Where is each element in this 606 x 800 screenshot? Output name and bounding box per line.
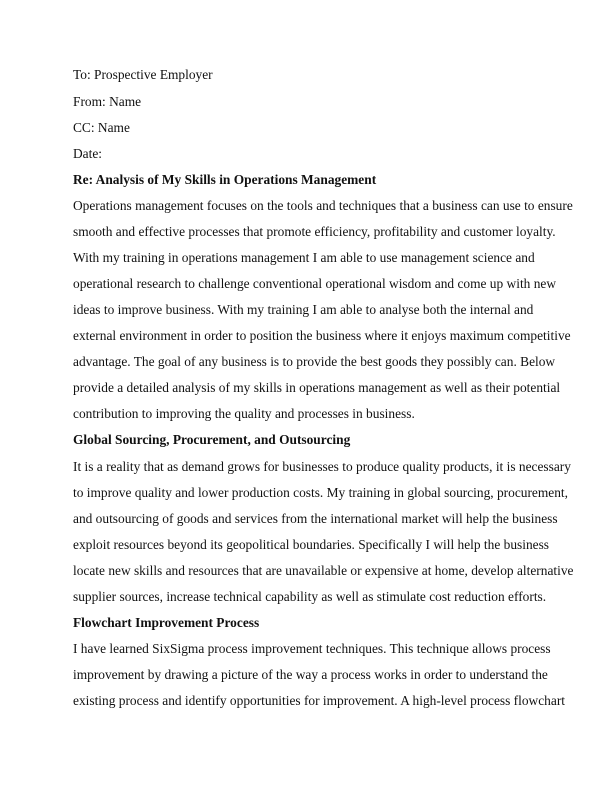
paragraph-line: With my training in operations management I am able to use management science and [73,250,535,265]
paragraph-line: and outsourcing of goods and services from the international market will help the business [73,511,558,526]
paragraph-line: smooth and effective processes that promote efficiency, profitability and customer loyalty. [73,224,556,239]
memo-to: To: Prospective Employer [73,67,213,82]
paragraph-line: supplier sources, increase technical capability as well as stimulate cost reduction efforts. [73,589,547,604]
paragraph-line: provide a detailed analysis of my skills in operations management as well as their potential [73,380,561,395]
paragraph-line: It is a reality that as demand grows for businesses to produce quality products, it is necessary [73,459,571,474]
paragraph-line: improvement by drawing a picture of the way a process works in order to understand the [73,667,548,682]
paragraph-line: operational research to challenge conventional operational wisdom and come up with new [73,276,557,291]
paragraph-line: existing process and identify opportunities for improvement. A high-level process flowchart [73,693,565,708]
section-heading: Global Sourcing, Procurement, and Outsourcing [73,432,351,447]
section-heading: Flowchart Improvement Process [73,615,260,630]
memo-from: From: Name [73,94,142,109]
paragraph-line: to improve quality and lower production costs. My training in global sourcing, procurement, [73,485,568,500]
paragraph-line: advantage. The goal of any business is to provide the best goods they possibly can. Below [73,354,556,369]
memo-subject: Re: Analysis of My Skills in Operations Management [73,172,377,187]
paragraph-line: external environment in order to position the business where it enjoys maximum competitive [73,328,571,343]
paragraph-line: exploit resources beyond its geopolitical boundaries. Specifically I will help the business [73,537,550,552]
memo-cc: CC: Name [73,120,130,135]
paragraph-line: I have learned SixSigma process improvement techniques. This technique allows process [73,641,551,656]
paragraph-line: contribution to improving the quality and processes in business. [73,406,415,421]
memo-date: Date: [73,146,102,161]
paragraph-line: ideas to improve business. With my training I am able to analyse both the internal and [73,302,534,317]
paragraph-line: locate new skills and resources that are unavailable or expensive at home, develop alternative [73,563,574,578]
paragraph-line: Operations management focuses on the tools and techniques that a business can use to ensure [73,198,573,213]
